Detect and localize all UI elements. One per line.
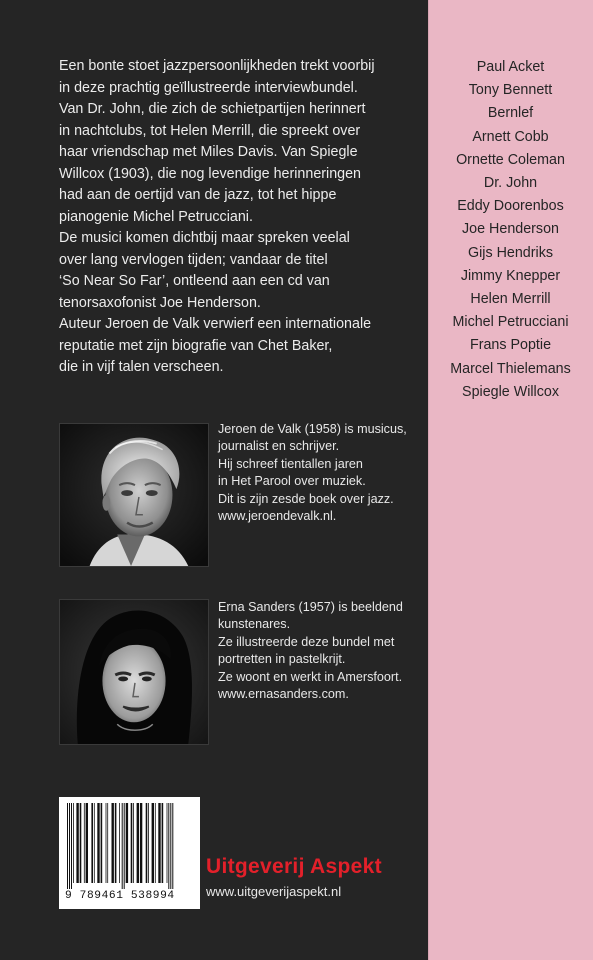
- barcode-bar: [97, 803, 99, 883]
- blurb-line: Van Dr. John, die zich de schietpartijen herinnert: [59, 101, 366, 117]
- blurb-line: haar vriendschap met Miles Davis. Van Spiegle: [59, 144, 358, 160]
- musician-name: Marcel Thielemans: [450, 360, 571, 377]
- blurb-line: die in vijf talen verscheen.: [59, 359, 224, 375]
- musician-name: Dr. John: [483, 175, 538, 192]
- author-bio-line: journalist en schrijver.: [218, 439, 340, 454]
- illustrator-bio-line: kunstenares.: [218, 617, 291, 632]
- barcode-bar: [146, 803, 148, 883]
- barcode-bar: [152, 803, 154, 883]
- illustrator-website: www.ernasanders.com.: [218, 687, 349, 702]
- musician-name: Paul Acket: [476, 59, 545, 75]
- blurb-line: pianogenie Michel Petrucciani.: [59, 208, 253, 225]
- musician-name: Arnett Cobb: [472, 128, 549, 145]
- barcode-bar: [170, 803, 171, 889]
- illustrator-bio-line: portretten in pastelkrijt.: [218, 652, 346, 667]
- barcode-bar: [94, 803, 95, 883]
- illustrator-bio: [218, 599, 418, 703]
- author-portrait: [59, 423, 209, 567]
- illustrator-bio-line: Erna Sanders (1957) is beeldend: [218, 600, 403, 614]
- musician-name: Spiegle Willcox: [462, 383, 559, 400]
- barcode-bar: [101, 803, 103, 883]
- barcode-bar: [73, 803, 74, 883]
- barcode-bar: [71, 803, 72, 889]
- barcode-bar: [162, 803, 164, 883]
- blurb-line: Auteur Jeroen de Valk verwierf een internationale: [59, 316, 372, 332]
- barcode-bar: [167, 803, 168, 883]
- blurb-line: Een bonte stoet jazzpersoonlijkheden trekt voorbij: [59, 58, 375, 74]
- barcode-bar: [124, 803, 125, 889]
- blurb-line: Willcox (1903), die nog levendige herinneringen: [59, 165, 362, 182]
- barcode-bar: [69, 803, 70, 889]
- book-blurb: [59, 56, 419, 379]
- musician-name: Eddy Doorenbos: [457, 198, 564, 215]
- publisher-url: www.uitgeverijaspekt.nl: [206, 884, 342, 899]
- barcode-bar: [84, 803, 85, 883]
- isbn-digits: 9 789461 538994: [65, 890, 175, 902]
- blurb-line: tenorsaxofonist Joe Henderson.: [59, 294, 261, 311]
- barcode-bar: [119, 803, 120, 883]
- barcode-bar: [140, 803, 142, 883]
- author-bio-line: Dit is zijn zesde boek over jazz.: [218, 491, 394, 506]
- blurb-line: ‘So Near So Far’, ontleend aan een cd van: [59, 273, 330, 289]
- musician-name: Joe Henderson: [462, 221, 559, 238]
- barcode-bar: [168, 803, 169, 889]
- barcode-bar: [106, 803, 107, 883]
- barcode-bar: [91, 803, 93, 883]
- barcode-bar: [76, 803, 78, 883]
- barcode-bar: [112, 803, 114, 883]
- blurb-line: reputatie met zijn biografie van Chet Baker,: [59, 337, 333, 354]
- barcode-bars: [65, 803, 194, 889]
- musician-name: Tony Bennett: [468, 82, 553, 99]
- musician-name: Gijs Hendriks: [467, 244, 553, 261]
- barcode-bar: [155, 803, 156, 883]
- barcode-bar: [133, 803, 134, 883]
- barcode-bar: [80, 803, 82, 883]
- barcode-bar: [126, 803, 128, 883]
- barcode-bar: [137, 803, 139, 883]
- blurb-line: had aan de oertijd van de jazz, tot het hippe: [59, 187, 337, 203]
- author-website: www.jeroendevalk.nl.: [218, 509, 337, 524]
- musician-name: Bernlef: [487, 105, 534, 122]
- author-bio: [218, 421, 418, 525]
- musician-name-list: [428, 56, 593, 404]
- blurb-line: De musici komen dichtbij maar spreken veelal: [59, 230, 350, 246]
- publisher-logo: Uitgeverij Aspekt: [206, 855, 382, 878]
- barcode-bar: [172, 803, 173, 889]
- musician-name: Helen Merrill: [470, 291, 551, 308]
- illustrator-portrait: [59, 599, 209, 745]
- barcode-bar: [67, 803, 68, 889]
- author-bio-line: in Het Parool over muziek.: [218, 474, 366, 489]
- barcode-bar: [131, 803, 133, 883]
- barcode-bar: [107, 803, 108, 883]
- author-bio-line: Jeroen de Valk (1958) is musicus,: [218, 422, 407, 436]
- musician-name: Frans Poptie: [469, 337, 552, 354]
- isbn-barcode: [59, 797, 200, 909]
- musician-name: Michel Petrucciani: [452, 314, 569, 331]
- barcode-bar: [122, 803, 123, 889]
- illustrator-bio-line: Ze illustreerde deze bundel met: [218, 634, 395, 649]
- author-bio-line: Hij schreef tientallen jaren: [218, 456, 363, 471]
- blurb-line: over lang vervlogen tijden; vandaar de titel: [59, 251, 328, 268]
- musician-name: Jimmy Knepper: [460, 267, 561, 284]
- barcode-bar: [115, 803, 117, 883]
- barcode-bar: [148, 803, 149, 883]
- blurb-line: in deze prachtig geïllustreerde interviewbundel.: [59, 79, 358, 96]
- illustrator-bio-line: Ze woont en werkt in Amersfoort.: [218, 669, 403, 684]
- barcode-bar: [86, 803, 88, 883]
- musician-name: Ornette Coleman: [456, 151, 565, 168]
- blurb-line: in nachtclubs, tot Helen Merrill, die spreekt over: [59, 122, 361, 139]
- barcode-bar: [158, 803, 160, 883]
